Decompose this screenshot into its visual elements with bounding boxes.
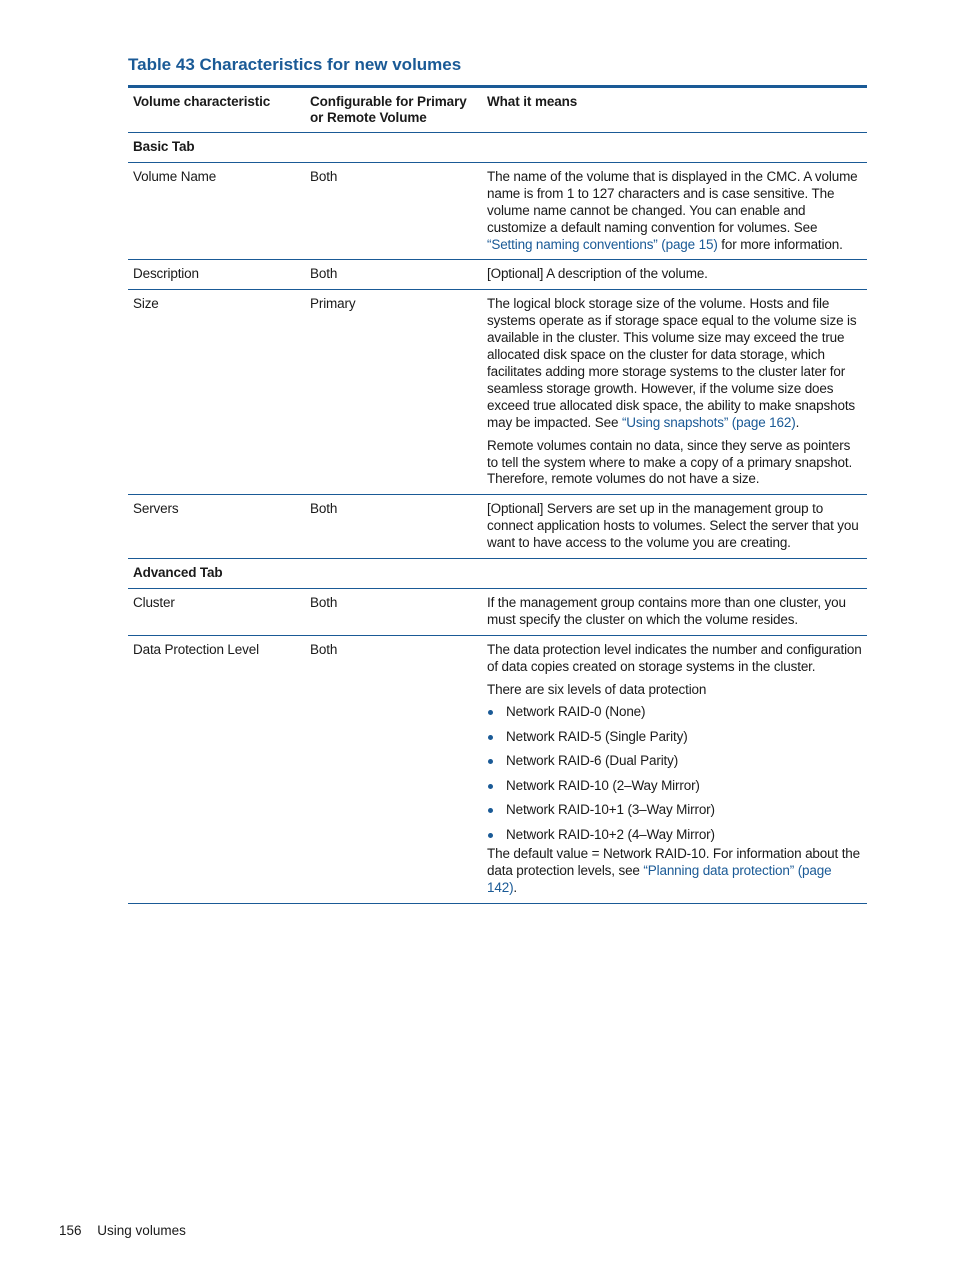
configurable-value: Primary (310, 296, 356, 312)
meaning-cell (482, 162, 867, 260)
page-number: 156 (59, 1223, 82, 1238)
header-configurable-line2: or Remote Volume (310, 110, 427, 125)
cross-reference-link[interactable]: “Using snapshots” (page 162) (621, 414, 796, 430)
protection-levels-list (487, 704, 862, 843)
meaning-text: If the management group contains more than one cluster, you must specify the cluster on which the volume resides. (487, 594, 846, 627)
configurable-value: Both (310, 594, 338, 610)
meaning-text: The logical block storage size of the volume. Hosts and file systems operate as if storage space equal to the volume size is available in the cluster. This volume size may exceed the true allocated disk space on the cluster for data storage, which facilitates adding more storage systems to the cluster later for seamless storage growth. However, if the volume size does exceed true allocated disk space, the ability to make snapshots may be impacted. See (487, 296, 857, 430)
meaning-paragraph (487, 846, 862, 897)
cross-reference-link[interactable]: “Setting naming conventions” (page 15) (487, 236, 718, 252)
bullet-icon (488, 710, 493, 715)
configurable-value: Both (310, 501, 338, 517)
section-label: Basic Tab (133, 139, 195, 154)
meaning-text: The name of the volume that is displayed in the CMC. A volume name is from 1 to 127 characters and is case sensitive. The volume name cannot be changed. You can enable and customize a default naming convention for volumes. See (487, 168, 858, 235)
list-item-text: Network RAID-10+1 (3–Way Mirror) (506, 802, 715, 818)
table-row (128, 162, 867, 260)
bullet-icon (488, 735, 493, 740)
characteristic-name: Volume Name (133, 168, 217, 184)
list-item-text: Network RAID-10+2 (4–Way Mirror) (506, 826, 715, 842)
meaning-cell (482, 635, 867, 903)
characteristic-name: Cluster (133, 594, 175, 610)
meaning-text: The default value = Network RAID-10. For information about the data protection levels, see (487, 845, 861, 878)
characteristic-name: Description (133, 266, 199, 282)
meaning-paragraph: There are six levels of data protection (487, 681, 707, 697)
bullet-icon (488, 833, 493, 838)
table-caption: Table 43 Characteristics for new volumes (128, 55, 462, 74)
bullet-icon (488, 759, 493, 764)
configurable-value: Both (310, 168, 338, 184)
list-item (487, 802, 862, 819)
meaning-paragraph: The data protection level indicates the number and configuration of data copies created on storage systems in the cluster. (487, 641, 862, 674)
meaning-cell (482, 290, 867, 495)
header-configurable (305, 87, 482, 133)
table-row (128, 290, 867, 495)
table-row (128, 635, 867, 903)
list-item-text: Network RAID-0 (None) (506, 704, 646, 720)
characteristic-name: Servers (133, 501, 179, 517)
header-volume-characteristic: Volume characteristic (133, 94, 271, 109)
meaning-text: . (795, 414, 800, 430)
list-item-text: Network RAID-5 (Single Parity) (506, 728, 688, 744)
list-item-text: Network RAID-10 (2–Way Mirror) (506, 777, 700, 793)
meaning-paragraph: Remote volumes contain no data, since they serve as pointers to tell the system where to make a copy of a primary snapshot. Therefore, remote volumes do not have a size. (487, 437, 853, 487)
list-item-text: Network RAID-6 (Dual Parity) (506, 753, 679, 769)
list-item (487, 778, 862, 795)
bullet-icon (488, 808, 493, 813)
table-row (128, 495, 867, 559)
characteristic-name: Size (133, 296, 159, 312)
header-configurable-line1: Configurable for Primary (310, 94, 467, 109)
list-item (487, 704, 862, 721)
table-row (128, 260, 867, 290)
meaning-text: . (513, 879, 518, 895)
bullet-icon (488, 784, 493, 789)
list-item (487, 729, 862, 746)
section-row-basic-tab (128, 133, 867, 163)
footer-section-title: Using volumes (97, 1223, 186, 1238)
meaning-text: [Optional] Servers are set up in the management group to connect application hosts to volumes. Select the server that you want to have access to the volume you are creating. (487, 501, 859, 551)
meaning-text: for more information. (717, 236, 843, 252)
meaning-text: [Optional] A description of the volume. (487, 266, 708, 282)
table-row (128, 588, 867, 635)
page-footer (59, 1223, 186, 1238)
list-item (487, 827, 862, 844)
table-header-row (128, 87, 867, 133)
section-row-advanced-tab (128, 559, 867, 589)
configurable-value: Both (310, 641, 338, 657)
configurable-value: Both (310, 266, 338, 282)
cross-reference-link[interactable]: “Planning data protection” (page 142) (487, 862, 832, 895)
meaning-paragraph (487, 296, 862, 431)
section-label: Advanced Tab (133, 565, 223, 581)
characteristics-table (128, 85, 867, 904)
header-what-it-means: What it means (487, 94, 578, 109)
document-page (128, 54, 867, 904)
list-item (487, 753, 862, 770)
characteristic-name: Data Protection Level (133, 641, 259, 657)
